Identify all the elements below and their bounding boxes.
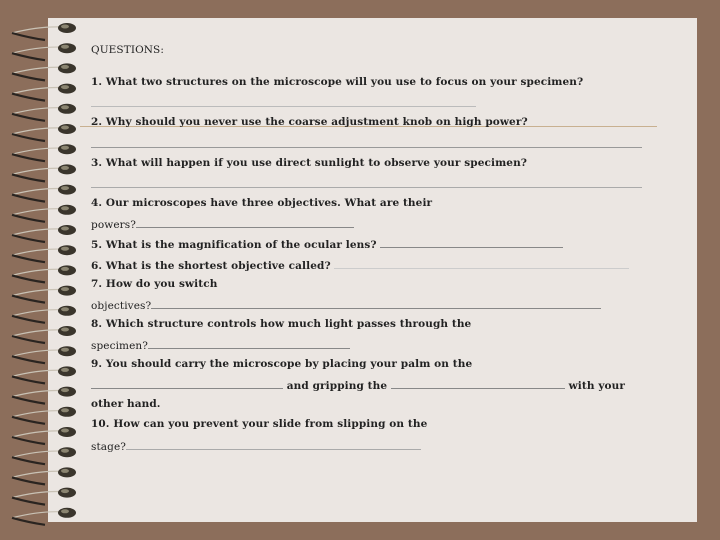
spiral-ring xyxy=(12,164,76,181)
spiral-ring xyxy=(12,43,76,60)
spiral-ring xyxy=(12,306,76,323)
question-9-mid: and gripping the xyxy=(286,380,388,392)
spiral-binding-icon xyxy=(0,0,90,540)
answer-line-9b[interactable] xyxy=(391,378,565,389)
spiral-ring xyxy=(12,326,76,343)
spiral-ring xyxy=(12,104,76,121)
answer-line-8[interactable] xyxy=(148,338,350,349)
question-10: 10. How can you prevent your slide from slipping on the xyxy=(91,418,428,430)
spiral-ring xyxy=(12,467,76,484)
spiral-ring xyxy=(12,265,76,282)
question-1: 1. What two structures on the microscope will you use to focus on your specimen? xyxy=(91,76,584,88)
spiral-ring xyxy=(12,346,76,363)
spiral-ring xyxy=(12,447,76,464)
spiral-ring xyxy=(12,144,76,161)
spiral-ring xyxy=(12,286,76,303)
question-9-end: with your xyxy=(568,380,626,392)
spiral-ring xyxy=(12,508,76,525)
question-9: 9. You should carry the microscope by placing your palm on the xyxy=(91,358,473,370)
answer-line-3[interactable] xyxy=(91,187,642,188)
spiral-ring xyxy=(12,124,76,141)
answer-line-9a[interactable] xyxy=(91,378,283,389)
page-title: QUESTIONS: xyxy=(91,44,164,56)
spiral-ring xyxy=(12,63,76,80)
question-4: 4. Our microscopes have three objectives. What are their xyxy=(91,197,433,209)
answer-line-6[interactable] xyxy=(334,258,629,269)
question-7-cont: objectives? xyxy=(91,300,152,312)
spiral-ring xyxy=(12,245,76,262)
spiral-ring xyxy=(12,387,76,404)
question-2: 2. Why should you never use the coarse adjustment knob on high power? xyxy=(91,116,528,128)
question-7: 7. How do you switch xyxy=(91,278,218,290)
spiral-ring xyxy=(12,427,76,444)
question-9-cont: other hand. xyxy=(91,398,161,410)
spiral-ring xyxy=(12,488,76,505)
spiral-ring xyxy=(12,225,76,242)
question-3: 3. What will happen if you use direct sunlight to observe your specimen? xyxy=(91,157,528,169)
question-6: 6. What is the shortest objective called? xyxy=(91,260,331,272)
answer-line-10[interactable] xyxy=(126,439,421,450)
answer-line-1[interactable] xyxy=(91,106,476,107)
spiral-ring xyxy=(12,84,76,101)
spiral-ring xyxy=(12,366,76,383)
answer-line-4[interactable] xyxy=(136,217,354,228)
spiral-ring xyxy=(12,185,76,202)
answer-line-7[interactable] xyxy=(151,298,601,309)
question-8: 8. Which structure controls how much light passes through the xyxy=(91,318,472,330)
spiral-ring xyxy=(12,205,76,222)
spiral-ring xyxy=(12,407,76,424)
spiral-ring xyxy=(12,23,76,40)
question-10-cont: stage? xyxy=(91,441,127,453)
question-4-cont: powers? xyxy=(91,219,136,231)
question-5: 5. What is the magnification of the ocular lens? xyxy=(91,239,377,251)
question-8-cont: specimen? xyxy=(91,340,149,352)
answer-line-2[interactable] xyxy=(91,147,642,148)
answer-line-5[interactable] xyxy=(380,237,563,248)
